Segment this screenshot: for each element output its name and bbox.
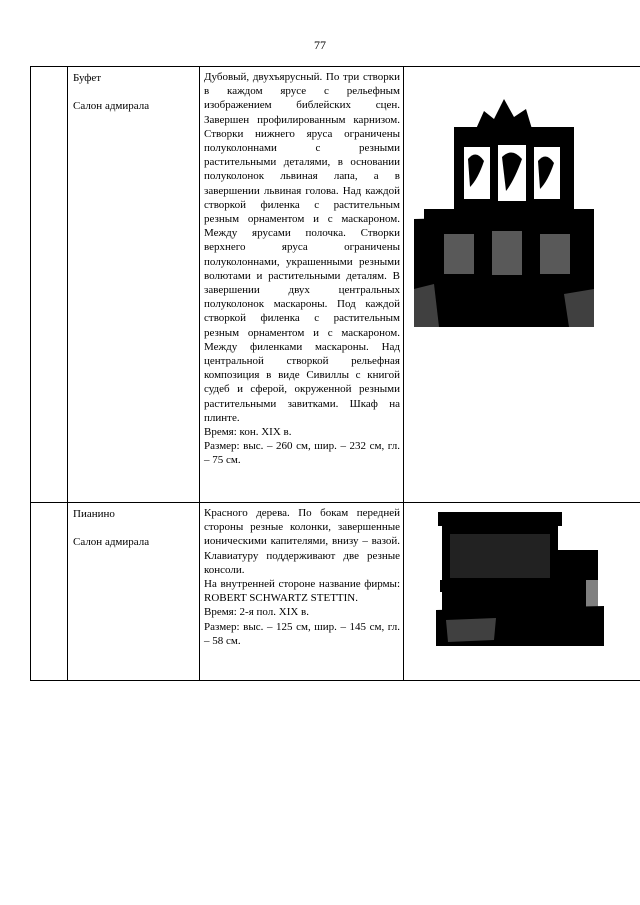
item-room: Салон адмирала: [73, 100, 150, 112]
sideboard-photo: [414, 89, 594, 327]
item-size: Размер: выс. – 260 см, шир. – 232 см, гл. – 75 см.: [204, 440, 400, 467]
item-description: Красного дерева. По бокам передней стороны резные колонки, завершенные ионическими капителями, внизу – вазой. Клавиатуру поддерживают две резные консоли.: [204, 507, 400, 576]
item-description: Дубовый, двухъярусный. По три створки в каждом ярусе с рельефным изображением библейских сцен. Завершен профилированным карнизом. Створки нижнего яруса ограничены полуколоннами с резными растительными деталями, в основании полуколонок львиная лапа, а в завершении львиная голова. Над каждой створкой филенка с растительным резным орнаментом и с маскароном. Между ярусами полочка. Створки верхнего яруса ограничены полуколоннами, украшенными резными волютами и растительными деталям. В завершении двух центральных полуколонок маскароны. Под каждой створкой филенка с растительным резным орнаментом и с маскароном. Между филенками маскароны. Над центральной створкой рельефная композиция в виде Сивиллы с книгой судеб и сферой, окруженной резными растительными завитками. Шкаф на плинте.: [204, 71, 400, 424]
table-row: [31, 67, 640, 503]
catalog-table: [30, 66, 640, 681]
item-date: Время: кон. XIX в.: [204, 426, 292, 439]
table-row: [31, 503, 640, 681]
description-cell: [200, 503, 404, 681]
item-room: Салон адмирала: [73, 536, 150, 548]
number-cell: [31, 67, 68, 503]
piano-photo: [436, 510, 604, 646]
name-cell: [68, 503, 200, 681]
page-number: 77: [314, 38, 326, 52]
item-size: Размер: выс. – 125 см, шир. – 145 см, гл. – 58 см.: [204, 620, 400, 647]
item-maker: На внутренней стороне название фирмы: ROBERT SCHWARTZ STETTIN.: [204, 578, 400, 605]
number-cell: [31, 503, 68, 681]
description-cell: [200, 67, 404, 503]
item-name: Буфет: [73, 72, 102, 84]
image-cell: [404, 503, 640, 681]
name-cell: [68, 67, 200, 503]
item-name: Пианино: [73, 508, 115, 520]
image-cell: [404, 67, 640, 503]
item-date: Время: 2-я пол. XIX в.: [204, 606, 309, 619]
